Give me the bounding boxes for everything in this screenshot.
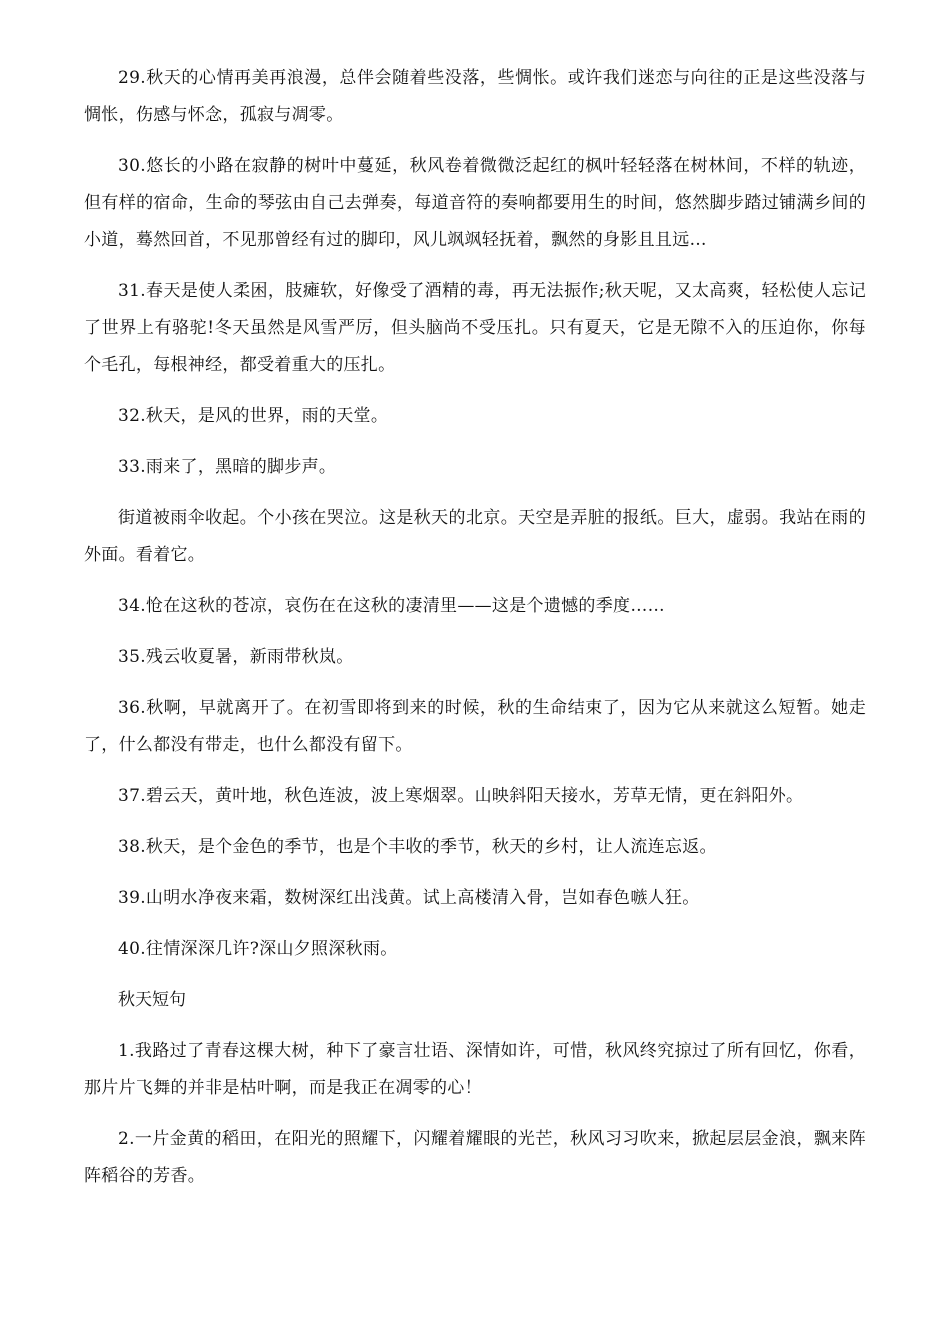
paragraph-33: 33.雨来了，黑暗的脚步声。 [118, 457, 337, 477]
section-heading: 秋天短句 [118, 990, 186, 1010]
paragraph-37: 37.碧云天，黄叶地，秋色连波，波上寒烟翠。山映斜阳天接水，芳草无情，更在斜阳外。 [118, 786, 804, 806]
paragraph-36: 36.秋啊，早就离开了。在初雪即将到来的时候，秋的生命结束了，因为它从来就这么短暂。她走了，什么都没有带走，也什么都没有留下。 [84, 698, 866, 755]
paragraph-38: 38.秋天，是个金色的季节，也是个丰收的季节，秋天的乡村，让人流连忘返。 [118, 837, 717, 857]
paragraph-33-continued: 街道被雨伞收起。个小孩在哭泣。这是秋天的北京。天空是弄脏的报纸。巨大，虚弱。我站在雨的外面。看着它。 [84, 508, 866, 565]
paragraph-30: 30.悠长的小路在寂静的树叶中蔓延，秋风卷着微微泛起红的枫叶轻轻落在树林间，不样的轨迹，但有样的宿命，生命的琴弦由自己去弹奏，每道音符的奏响都要用生的时间，悠然脚步踏过铺满乡间的小道，蓦然回首，不见那曾经有过的脚印，风儿飒飒轻抚着，飘然的身影且且远… [84, 156, 866, 250]
section-paragraph-1: 1.我路过了青春这棵大树，种下了豪言壮语、深情如许，可惜，秋风终究掠过了所有回忆，你看，那片片飞舞的并非是枯叶啊，而是我正在凋零的心！ [84, 1041, 866, 1098]
document-page [84, 60, 866, 1209]
paragraph-32: 32.秋天，是风的世界，雨的天堂。 [118, 406, 389, 426]
paragraph-35: 35.残云收夏暑，新雨带秋岚。 [118, 647, 354, 667]
paragraph-34: 34.怆在这秋的苍凉，哀伤在在这秋的凄清里——这是个遗憾的季度…… [118, 596, 665, 616]
paragraph-29: 29.秋天的心情再美再浪漫，总伴会随着些没落，些惆怅。或许我们迷恋与向往的正是这些没落与惆怅，伤感与怀念，孤寂与凋零。 [84, 68, 866, 125]
section-paragraph-2: 2.一片金黄的稻田，在阳光的照耀下，闪耀着耀眼的光芒，秋风习习吹来，掀起层层金浪，飘来阵阵稻谷的芳香。 [84, 1129, 866, 1186]
paragraph-31: 31.春天是使人柔困，肢瘫软，好像受了酒精的毒，再无法振作;秋天呢，又太高爽，轻松使人忘记了世界上有骆驼!冬天虽然是风雪严厉，但头脑尚不受压扎。只有夏天，它是无隙不入的压迫你，你每个毛孔，每根神经，都受着重大的压扎。 [84, 281, 866, 375]
paragraph-39: 39.山明水净夜来霜，数树深红出浅黄。试上高楼清入骨，岂如春色嗾人狂。 [118, 888, 700, 908]
paragraph-40: 40.往情深深几许?深山夕照深秋雨。 [118, 939, 398, 959]
